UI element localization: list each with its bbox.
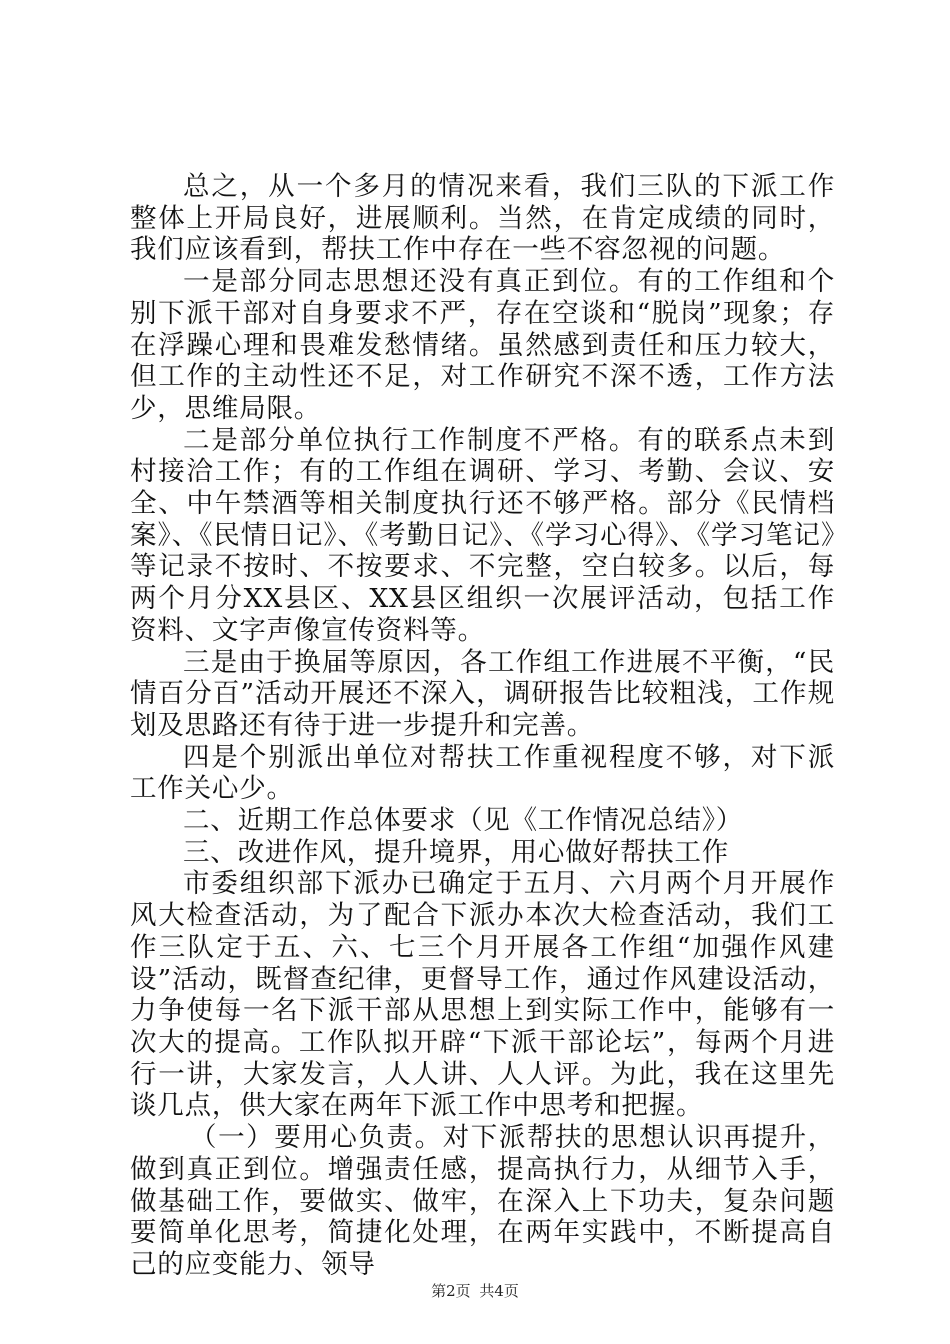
paragraph-issue-one: 一是部分同志思想还没有真正到位。有的工作组和个别下派干部对自身要求不严，存在空谈和“脱岗”现象；存在浮躁心理和畏难发愁情绪。虽然感到责任和压力较大，但工作的主动性还不足，对工作研究不深不透，工作方法少，思维局限。 [130,266,835,424]
paragraph-issue-two: 二是部分单位执行工作制度不严格。有的联系点未到村接洽工作；有的工作组在调研、学习、考勤、会议、安全、中午禁酒等相关制度执行还不够严格。部分《民情档案》、《民情日记》、《考勤日记》、《学习心得》、《学习笔记》等记录不按时、不按要求、不完整，空白较多。以后，每两个月分XX县区、XX县区组织一次展评活动，包括工作资料、文字声像宣传资料等。 [130,424,835,646]
page-total: 共4页 [479,1282,519,1300]
page-number: 第2页 [431,1282,471,1300]
paragraph-point-one: （一）要用心负责。对下派帮扶的思想认识再提升，做到真正到位。增强责任感，提高执行力，从细节入手，做基础工作，要做实、做牢，在深入上下功夫，复杂问题要简单化思考，简捷化处理，在两年实践中，不断提高自己的应变能力、领导 [130,1122,835,1280]
paragraph-issue-four: 四是个别派出单位对帮扶工作重视程度不够，对下派工作关心少。 [130,741,835,805]
page-footer [0,1280,950,1301]
paragraph-issue-three: 三是由于换届等原因，各工作组工作进展不平衡，“民情百分百”活动开展还不深入，调研报告比较粗浅，工作规划及思路还有待于进一步提升和完善。 [130,646,835,741]
paragraph-summary: 总之，从一个多月的情况来看，我们三队的下派工作整体上开局良好，进展顺利。当然，在肯定成绩的同时，我们应该看到，帮扶工作中存在一些不容忽视的问题。 [130,171,835,266]
section-heading-two: 二、近期工作总体要求（见《工作情况总结》） [183,805,744,837]
paragraph-style-inspection: 市委组织部下派办已确定于五月、六月两个月开展作风大检查活动，为了配合下派办本次大检查活动，我们工作三队定于五、六、七三个月开展各工作组“加强作风建设”活动，既督查纪律，更督导工作，通过作风建设活动，力争使每一名下派干部从思想上到实际工作中，能够有一次大的提高。工作队拟开辟“下派干部论坛”，每两个月进行一讲，大家发言，人人讲、人人评。为此，我在这里先谈几点，供大家在两年下派工作中思考和把握。 [130,868,835,1122]
document-body [130,171,835,1281]
section-heading-three: 三、改进作风，提升境界，用心做好帮扶工作 [183,836,729,868]
